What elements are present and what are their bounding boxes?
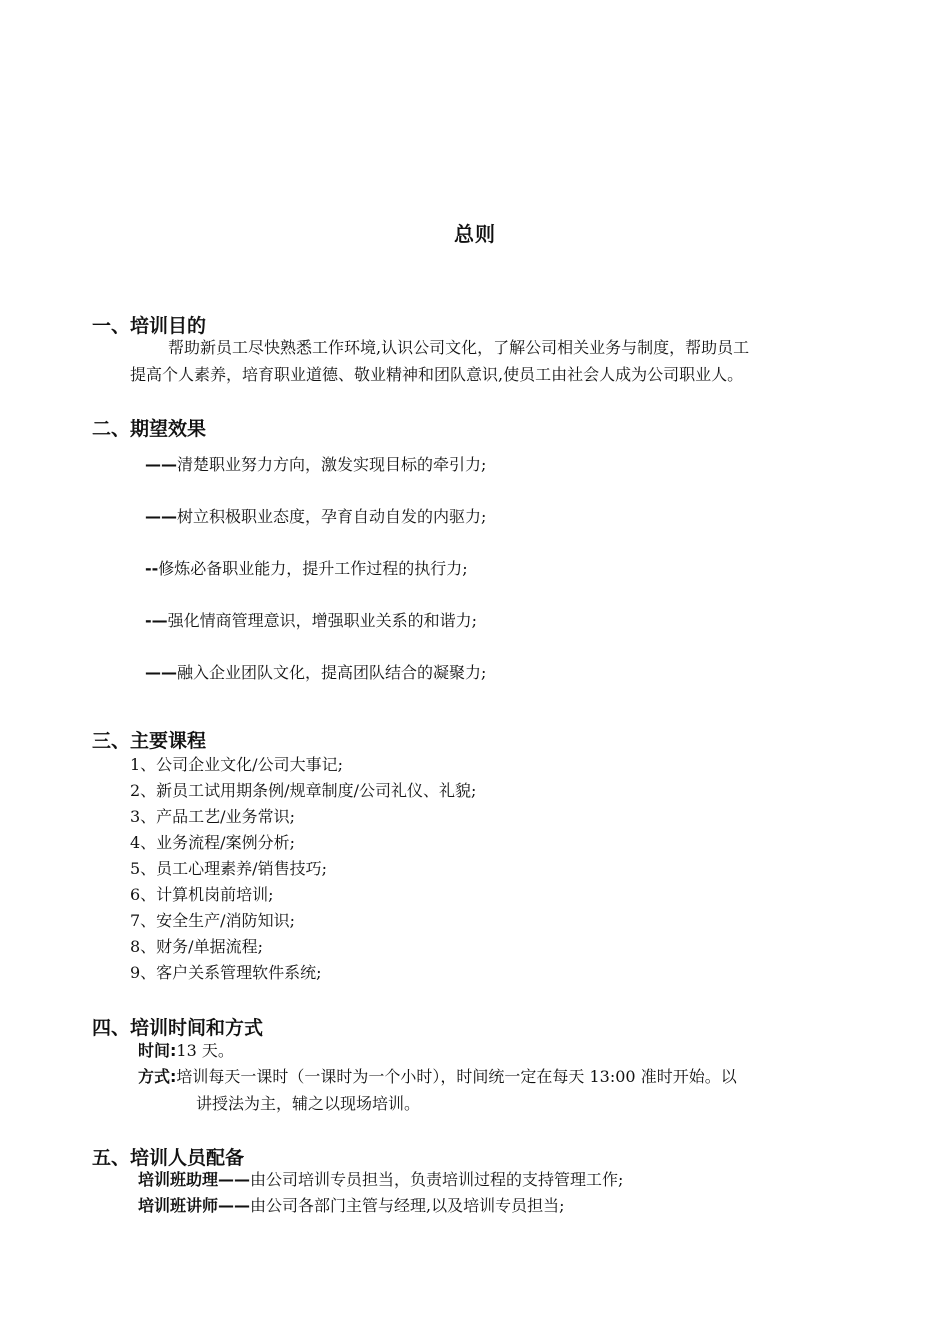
assistant-text: 由公司培训专员担当，负责培训过程的支持管理工作;	[250, 1170, 624, 1189]
effect-item	[145, 660, 486, 686]
course-item: 1、公司企业文化/公司大事记;	[130, 755, 343, 774]
time-label: 时间:	[138, 1041, 177, 1060]
time-value: 13 天。	[176, 1041, 234, 1060]
assistant-row	[138, 1167, 623, 1193]
section-heading-purpose: 一、培训目的	[92, 315, 207, 337]
effect-dash: --	[145, 559, 159, 578]
effect-text: 修炼必备职业能力，提升工作过程的执行力;	[158, 559, 468, 578]
course-item: 4、业务流程/案例分析;	[130, 833, 295, 852]
effect-dash: ——	[145, 663, 177, 682]
effect-item	[145, 556, 468, 582]
effect-item	[145, 504, 486, 530]
lecturer-row	[138, 1193, 565, 1219]
effect-dash: ——	[145, 507, 177, 526]
section-heading-time-method: 四、培训时间和方式	[92, 1017, 264, 1039]
effect-text: 树立积极职业态度，孕育自动自发的内驱力;	[177, 507, 487, 526]
purpose-text-line1: 帮助新员工尽快熟悉工作环境,认识公司文化，了解公司相关业务与制度，帮助员工	[168, 338, 750, 357]
course-item: 5、员工心理素养/销售技巧;	[130, 859, 327, 878]
course-item: 8、财务/单据流程;	[130, 937, 263, 956]
effect-text: 融入企业团队文化，提高团队结合的凝聚力;	[177, 663, 487, 682]
method-text-line2: 讲授法为主，辅之以现场培训。	[196, 1094, 421, 1113]
course-item: 3、产品工艺/业务常识;	[130, 807, 295, 826]
time-row	[138, 1038, 234, 1064]
lecturer-text: 由公司各部门主管与经理,以及培训专员担当;	[250, 1196, 565, 1215]
effect-dash: -—	[145, 611, 168, 630]
course-item: 7、安全生产/消防知识;	[130, 911, 295, 930]
course-item: 2、新员工试用期条例/规章制度/公司礼仪、礼貌;	[130, 781, 477, 800]
page-title: 总则	[454, 222, 496, 246]
effect-text: 清楚职业努力方向，激发实现目标的牵引力;	[177, 455, 487, 474]
method-label: 方式:	[138, 1067, 177, 1086]
purpose-text-line2: 提高个人素养，培育职业道德、敬业精神和团队意识,使员工由社会人成为公司职业人。	[130, 365, 744, 384]
effect-item	[145, 452, 486, 478]
effect-text: 强化情商管理意识，增强职业关系的和谐力;	[167, 611, 478, 630]
assistant-label: 培训班助理——	[138, 1170, 251, 1189]
effect-item	[145, 608, 477, 634]
section-heading-main-courses: 三、主要课程	[92, 730, 207, 752]
section-heading-staffing: 五、培训人员配备	[92, 1147, 245, 1169]
effect-dash: ——	[145, 455, 177, 474]
course-item: 6、计算机岗前培训;	[130, 885, 274, 904]
section-heading-expected-effects: 二、期望效果	[92, 418, 207, 440]
lecturer-label: 培训班讲师——	[138, 1196, 251, 1215]
method-text-line1: 培训每天一课时（一课时为一个小时），时间统一定在每天 13:00 准时开始。以	[176, 1067, 737, 1086]
method-row	[138, 1064, 737, 1090]
course-item: 9、客户关系管理软件系统;	[130, 963, 322, 982]
